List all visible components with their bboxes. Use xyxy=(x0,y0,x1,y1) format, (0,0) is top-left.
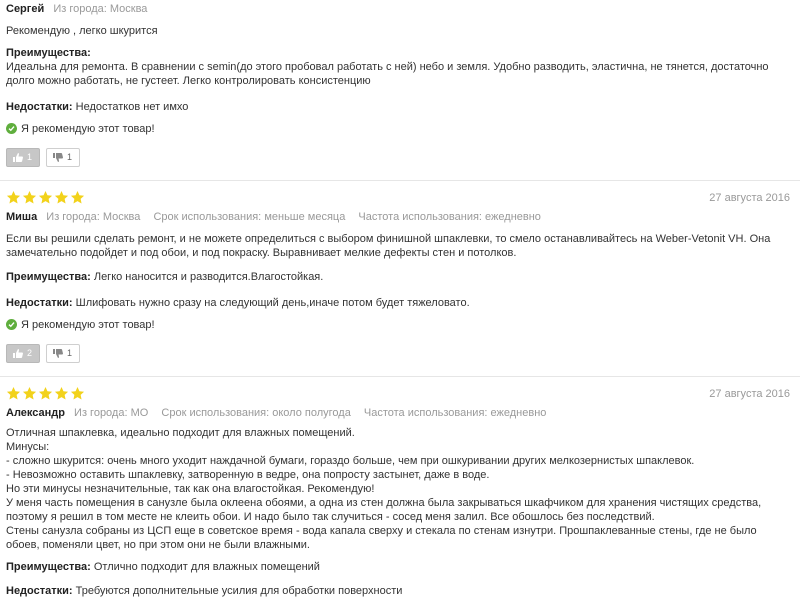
review-text-line: - Невозможно оставить шпаклевку, затворенную в ведре, она попросту застынет, даже в воде. xyxy=(6,469,490,481)
city-label: Из города: xyxy=(46,211,100,223)
review-text-line: - сложно шкурится: очень много уходит наждачной бумаги, гораздо больше, чем при ошкуривании других мелкозернистых шпаклевок. xyxy=(6,455,695,467)
term-value: меньше месяца xyxy=(264,211,346,223)
review-author: Сергей xyxy=(6,3,45,15)
term-value: около полугода xyxy=(272,407,351,419)
review-separator xyxy=(0,376,800,377)
dislike-button[interactable] xyxy=(46,148,80,167)
pros-block xyxy=(6,270,790,284)
star-icon xyxy=(54,386,69,401)
cons-block xyxy=(6,100,790,114)
thumbs-up-icon xyxy=(13,153,23,162)
review-date: 27 августа 2016 xyxy=(709,388,790,400)
pros-label: Преимущества: xyxy=(6,271,91,283)
city-label: Из города: xyxy=(53,3,107,15)
city-label: Из города: xyxy=(74,407,128,419)
freq-label: Частота использования: xyxy=(358,211,482,223)
cons-text: Недостатков нет имхо xyxy=(75,101,189,113)
check-icon xyxy=(6,123,17,134)
cons-label: Недостатки: xyxy=(6,101,73,113)
recommend-text: Я рекомендую этот товар! xyxy=(21,319,155,331)
star-icon xyxy=(6,386,21,401)
review-text: Если вы решили сделать ремонт, и не можете определиться с выбором финишной шпаклевки, то смело останавливайтесь на Weber-Vetonit VH. Она замечательно подойдет и под обои, и под покраску. Выравнивает мелкие дефекты стен и потолков. xyxy=(6,233,771,259)
review-text-line: У меня часть помещения в санузле была оклеена обоями, а одна из стен должна была закрываться шкафчиком для хранения чистящих средства, поэтому я решил в том месте не клеить обои. И надо было так случиться - сосед меня залил. Все обошлось без последствий. xyxy=(6,497,762,523)
rating-stars xyxy=(6,190,86,206)
recommend-line xyxy=(6,122,155,136)
freq-value: ежедневно xyxy=(485,211,541,223)
review-text-line: Но эти минусы незначительные, так как она влагостойкая. Рекомендую! xyxy=(6,483,375,495)
city-value: МО xyxy=(130,407,149,419)
review-meta xyxy=(6,210,551,224)
dislike-button[interactable] xyxy=(46,344,80,363)
thumbs-down-icon xyxy=(53,349,63,358)
review-author: Миша xyxy=(6,211,38,223)
pros-text: Легко наносится и разводится.Влагостойкая. xyxy=(93,271,324,283)
city-value: Москва xyxy=(109,3,148,15)
thumbs-up-icon xyxy=(13,349,23,358)
review-text xyxy=(6,426,790,552)
star-icon xyxy=(38,386,53,401)
cons-label: Недостатки: xyxy=(6,585,73,597)
star-icon xyxy=(22,386,37,401)
like-button[interactable] xyxy=(6,344,40,363)
pros-block xyxy=(6,46,790,88)
recommend-line xyxy=(6,318,155,332)
recommend-text: Я рекомендую этот товар! xyxy=(21,123,155,135)
pros-label: Преимущества: xyxy=(6,47,91,59)
cons-text: Шлифовать нужно сразу на следующий день,иначе потом будет тяжеловато. xyxy=(75,297,470,309)
star-icon xyxy=(22,190,37,205)
star-icon xyxy=(70,190,85,205)
pros-label: Преимущества: xyxy=(6,561,91,573)
dislike-count: 1 xyxy=(67,348,73,358)
pros-block xyxy=(6,560,790,574)
star-icon xyxy=(54,190,69,205)
review-separator xyxy=(0,180,800,181)
term-label: Срок использования: xyxy=(161,407,270,419)
star-icon xyxy=(6,190,21,205)
rating-stars xyxy=(6,386,86,402)
pros-text: Идеальна для ремонта. В сравнении с semin(до этого пробовал работать с ней) небо и земля. Удобно разводить, эластична, не тянется, достаточно долго можно работать, не густеет. Легко контролировать консистенцию xyxy=(6,61,769,87)
star-icon xyxy=(38,190,53,205)
review-date: 27 августа 2016 xyxy=(709,192,790,204)
cons-text: Требуются дополнительные усилия для обработки поверхности xyxy=(75,585,403,597)
review-meta xyxy=(6,2,157,16)
cons-block xyxy=(6,296,790,310)
review-summary: Рекомендую , легко шкурится xyxy=(6,25,158,37)
freq-value: ежедневно xyxy=(490,407,547,419)
review-text-line: Стены санузла собраны из ЦСП еще в советское время - вода капала сверху и стекала по стенам изнутри. Прошпаклеванные стены, где не было обоев, поменяли цвет, но при этом они не были влажными. xyxy=(6,525,757,551)
like-count: 2 xyxy=(27,348,33,358)
check-icon xyxy=(6,319,17,330)
review-author: Александр xyxy=(6,407,65,419)
like-button[interactable] xyxy=(6,148,40,167)
freq-label: Частота использования: xyxy=(363,407,488,419)
pros-text: Отлично подходит для влажных помещений xyxy=(93,561,320,573)
review-text-line: Минусы: xyxy=(6,441,50,453)
star-icon xyxy=(70,386,85,401)
review-text-line: Отличная шпаклевка, идеально подходит для влажных помещений. xyxy=(6,427,355,439)
city-value: Москва xyxy=(102,211,141,223)
cons-label: Недостатки: xyxy=(6,297,73,309)
thumbs-down-icon xyxy=(53,153,63,162)
term-label: Срок использования: xyxy=(153,211,262,223)
like-count: 1 xyxy=(27,152,33,162)
review-meta xyxy=(6,406,556,420)
dislike-count: 1 xyxy=(67,152,73,162)
